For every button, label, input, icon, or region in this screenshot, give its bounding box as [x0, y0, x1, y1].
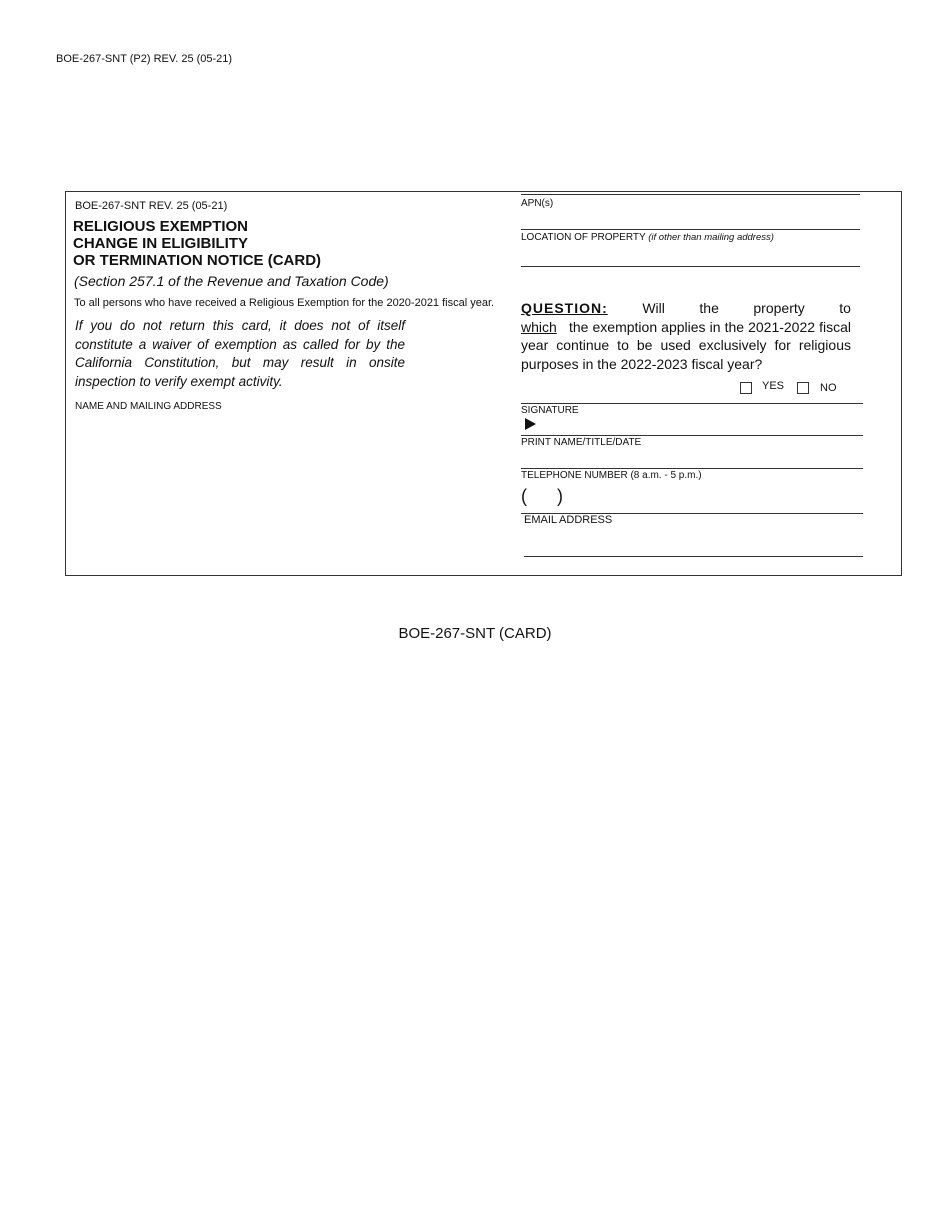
footer-form-code: BOE-267-SNT (CARD)	[398, 625, 552, 642]
location-label-text: LOCATION OF PROPERTY	[521, 232, 646, 243]
question-line-1	[521, 299, 851, 318]
question-which: which	[521, 318, 557, 335]
question-word-2: the	[699, 300, 719, 316]
question-word-4: to	[839, 300, 851, 316]
email-field[interactable]	[524, 556, 863, 557]
telephone-label: TELEPHONE NUMBER (8 a.m. - 5 p.m.)	[521, 470, 702, 481]
question-word-1: Will	[642, 300, 665, 316]
location-label	[521, 232, 774, 243]
signature-field[interactable]	[521, 435, 863, 436]
print-name-label: PRINT NAME/TITLE/DATE	[521, 437, 642, 448]
question-text	[521, 318, 851, 374]
title-line-3: OR TERMINATION NOTICE (CARD)	[73, 252, 322, 269]
apn-field[interactable]	[521, 229, 860, 230]
card-title	[73, 218, 321, 269]
email-label: EMAIL ADDRESS	[524, 514, 613, 526]
question-rest: the exemption applies in the 2021-2022 fiscal year continue to be used exclusively for religious purposes in the 2022-2023 fiscal year?	[521, 318, 852, 372]
name-address-label: NAME AND MAILING ADDRESS	[75, 401, 222, 412]
yes-label: YES	[762, 380, 785, 392]
question-word-3: property	[753, 300, 805, 316]
apn-top-line	[521, 194, 860, 195]
title-line-1: RELIGIOUS EXEMPTION	[73, 218, 249, 235]
recipient-notice: To all persons who have received a Religious Exemption for the 2020-2021 fiscal year.	[74, 297, 495, 309]
yes-checkbox[interactable]	[740, 382, 752, 394]
telephone-parens: ( )	[521, 486, 563, 506]
arrow-right-icon	[525, 418, 536, 430]
signature-top-line	[521, 403, 863, 404]
question-block	[521, 299, 851, 373]
question-label: QUESTION:	[521, 300, 608, 316]
no-checkbox[interactable]	[797, 382, 809, 394]
title-line-2: CHANGE IN ELIGIBILITY	[73, 235, 249, 252]
signature-label: SIGNATURE	[521, 405, 579, 416]
location-field[interactable]	[521, 266, 860, 267]
location-label-note: (if other than mailing address)	[648, 232, 774, 243]
card-revision: BOE-267-SNT REV. 25 (05-21)	[75, 200, 228, 212]
warning-text: If you do not return this card, it does not of itself constitute a waiver of exemption as called for by the California Constitution, but may result in onsite inspection to verify exempt activity.	[75, 318, 405, 389]
apn-label: APN(s)	[521, 198, 554, 209]
page-code: BOE-267-SNT (P2) REV. 25 (05-21)	[56, 53, 233, 65]
print-name-field[interactable]	[521, 468, 863, 469]
no-label: NO	[820, 382, 837, 394]
section-reference: (Section 257.1 of the Revenue and Taxation Code)	[74, 273, 389, 289]
